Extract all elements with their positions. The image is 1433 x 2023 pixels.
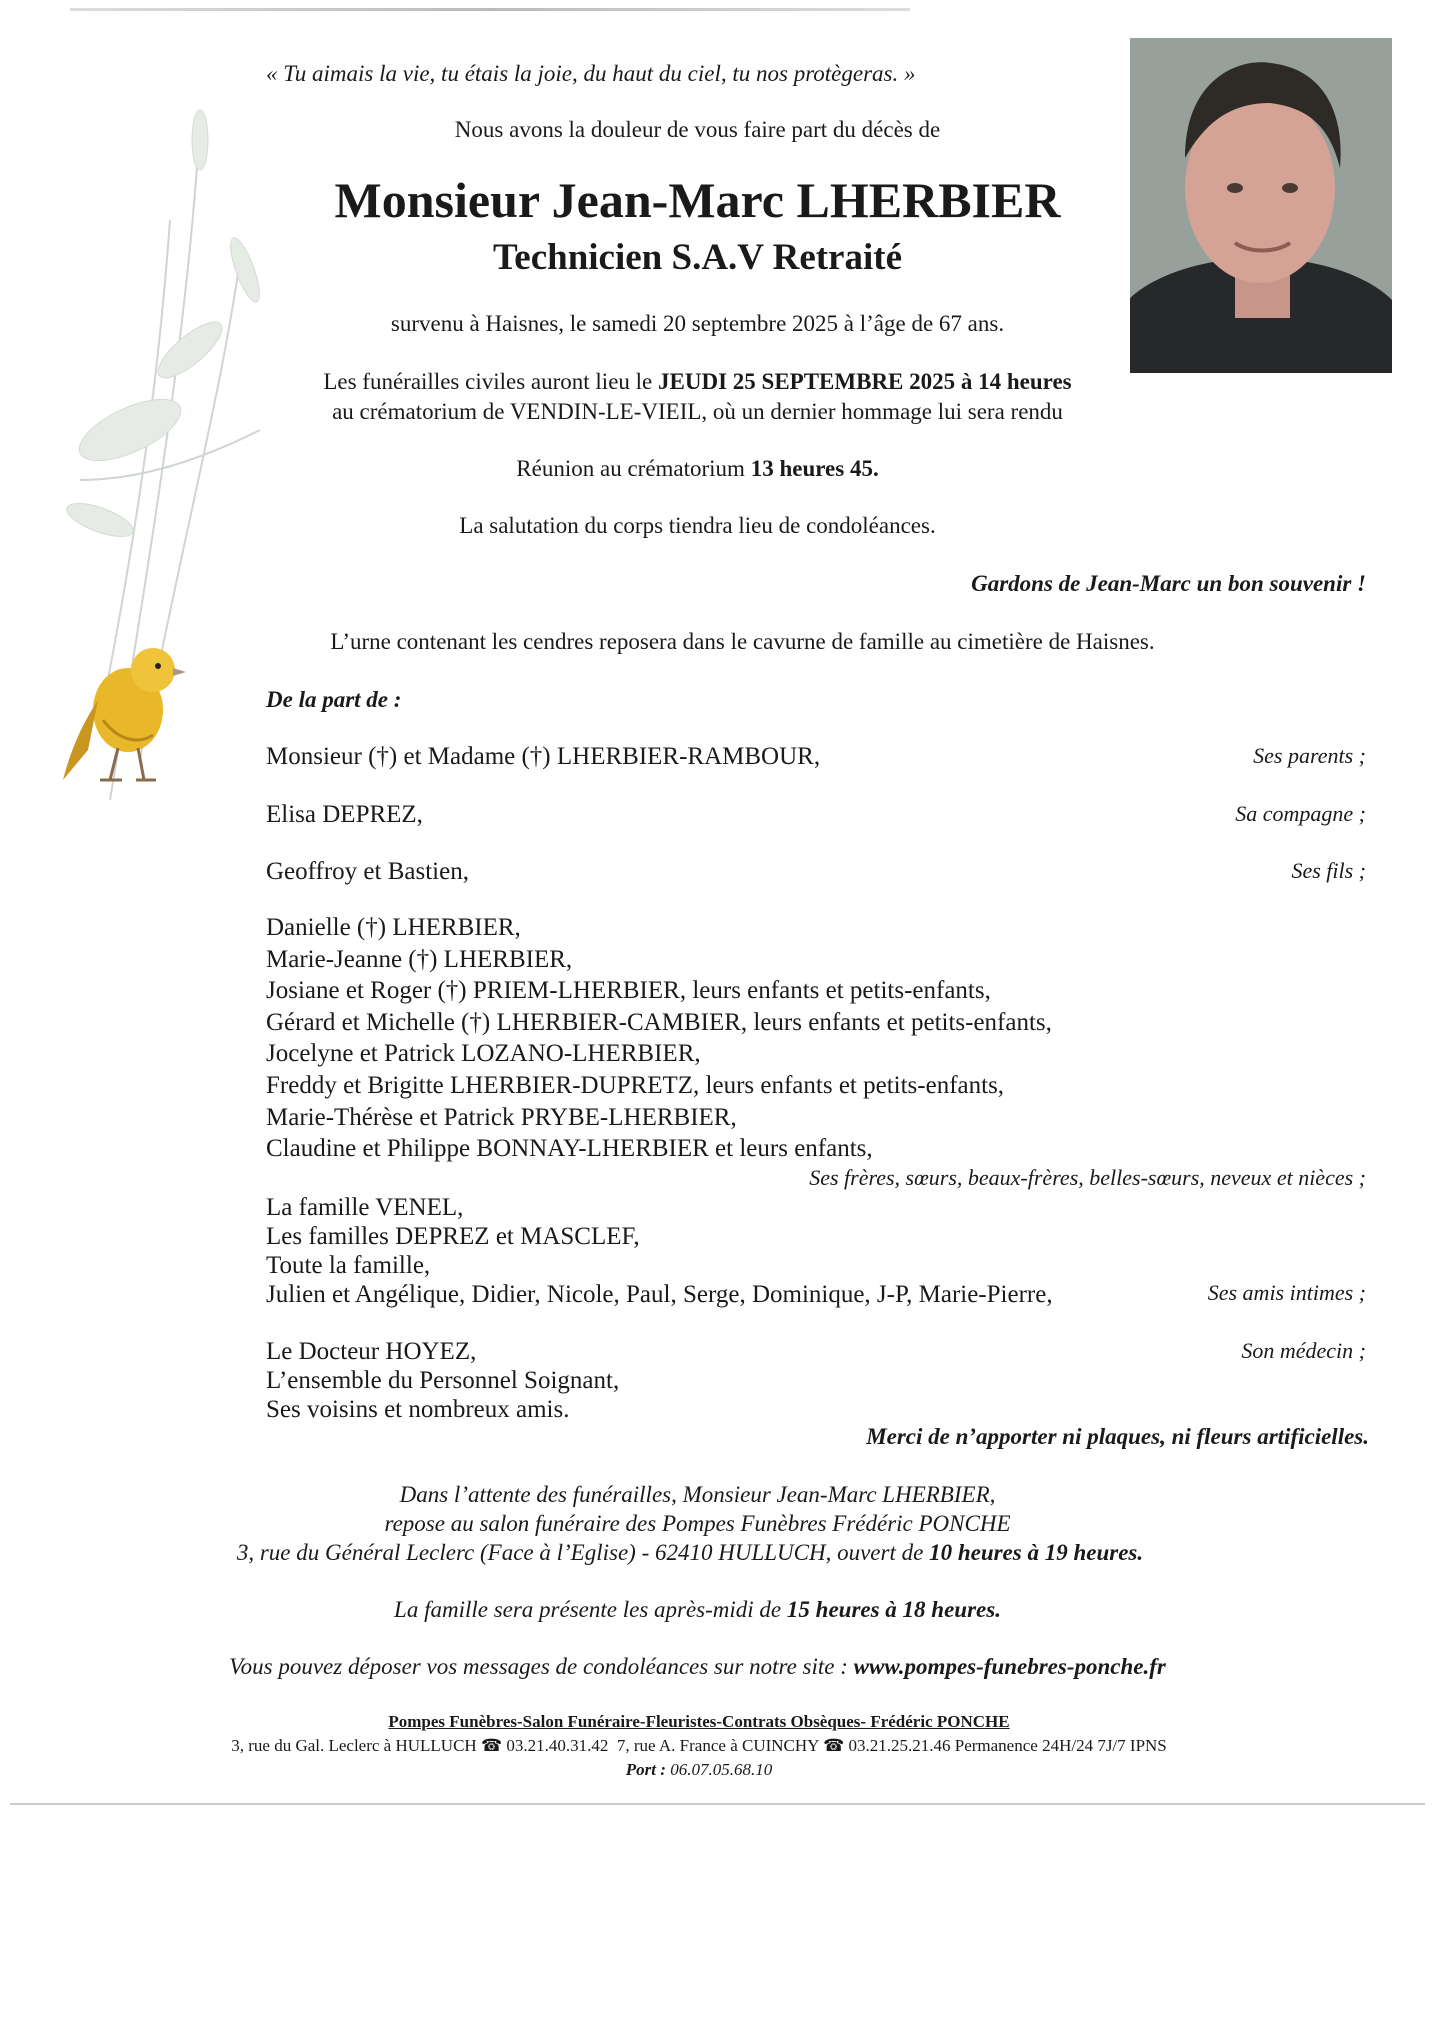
list-item: Claudine et Philippe BONNAY-LHERBIER et leurs enfants,	[266, 1135, 873, 1163]
souvenir-text: Gardons de Jean-Marc un bon souvenir !	[971, 571, 1366, 596]
death-info: survenu à Haisnes, le samedi 20 septembre 2025 à l’âge de 67 ans.	[390, 311, 1005, 336]
funeral-date: JEUDI 25 SEPTEMBRE 2025 à 14 heures	[658, 369, 1072, 394]
list-item: Marie-Jeanne (†) LHERBIER,	[266, 945, 573, 973]
salutation-text: La salutation du corps tiendra lieu de condoléances.	[459, 513, 936, 538]
footer-phone-1: 03.21.40.31.42	[506, 1736, 609, 1755]
family-companion: Elisa DEPREZ,	[266, 801, 423, 828]
funeral-line-1	[0, 368, 1395, 396]
list-item: Marie-Thérèse et Patrick PRYBE-LHERBIER,	[266, 1103, 737, 1131]
relation-friends: Ses amis intimes ;	[1207, 1280, 1366, 1305]
top-rule	[70, 8, 910, 11]
salon-address: 3, rue du Général Leclerc (Face à l’Eglise) - 62410 HULLUCH, ouvert de	[236, 1540, 930, 1565]
footer-permanence: Permanence 24H/24 7J/7 IPNS	[954, 1736, 1167, 1755]
list-item: L’ensemble du Personnel Soignant,	[266, 1367, 620, 1394]
list-item: Josiane et Roger (†) PRIEM-LHERBIER, leurs enfants et petits-enfants,	[266, 977, 991, 1005]
reunion-time: 13 heures 45.	[750, 456, 879, 481]
list-item: Danielle (†) LHERBIER,	[266, 914, 521, 941]
list-item: Jocelyne et Patrick LOZANO-LHERBIER,	[266, 1040, 701, 1068]
list-item: Ses voisins et nombreux amis.	[266, 1396, 570, 1423]
family-presence-hours: 15 heures à 18 heures.	[786, 1597, 1001, 1622]
family-sons: Geoffroy et Bastien,	[266, 858, 469, 885]
list-item: Julien et Angélique, Didier, Nicole, Paul, Serge, Dominique, J-P, Marie-Pierre,	[266, 1281, 1053, 1308]
relation-companion: Sa compagne ;	[1235, 801, 1366, 826]
condolences-web	[0, 1653, 1395, 1681]
relation-doctor: Son médecin ;	[1241, 1338, 1366, 1363]
family-doctor: Le Docteur HOYEZ,	[266, 1338, 477, 1365]
deceased-name: Monsieur Jean-Marc LHERBIER	[334, 172, 1061, 228]
funeral-line-1-prefix: Les funérailles civiles auront lieu le	[323, 369, 659, 394]
list-item: Freddy et Brigitte LHERBIER-DUPRETZ, leurs enfants et petits-enfants,	[266, 1071, 1005, 1099]
port-label: Port :	[625, 1760, 666, 1779]
deceased-title: Technicien S.A.V Retraité	[492, 237, 903, 278]
list-item: Les familles DEPREZ et MASCLEF,	[266, 1223, 640, 1250]
phone-icon: ☎	[823, 1736, 845, 1755]
family-presence-prefix: La famille sera présente les après-midi de	[394, 1597, 787, 1622]
relation-parents: Ses parents ;	[1253, 743, 1366, 768]
relation-siblings: Ses frères, sœurs, beaux-frères, belles-sœurs, neveux et nièces ;	[809, 1165, 1366, 1190]
phone-icon: ☎	[480, 1736, 503, 1755]
funeral-line-2: au crématorium de VENDIN-LE-VIEIL, où un dernier hommage lui sera rendu	[332, 399, 1063, 424]
intro-text: Nous avons la douleur de vous faire part du décès de	[454, 117, 941, 142]
quote: « Tu aimais la vie, tu étais la joie, du haut du ciel, tu nos protègeras. »	[266, 61, 916, 86]
list-item: La famille VENEL,	[266, 1194, 464, 1221]
salon-hours: 10 heures à 19 heures.	[929, 1540, 1144, 1565]
list-item: Gérard et Michelle (†) LHERBIER-CAMBIER, leurs enfants et petits-enfants,	[266, 1008, 1052, 1036]
port-number: 06.07.05.68.10	[670, 1760, 773, 1779]
siblings-list	[266, 912, 1052, 1165]
list-item: Toute la famille,	[266, 1252, 431, 1279]
footer-address-2: 7, rue A. France à CUINCHY	[616, 1736, 819, 1755]
no-flowers-notice: Merci de n’apporter ni plaques, ni fleurs artificielles.	[866, 1424, 1369, 1449]
others-list	[266, 1366, 619, 1424]
website-link[interactable]: www.pompes-funebres-ponche.fr	[853, 1654, 1166, 1679]
family-presence	[0, 1596, 1395, 1624]
de-la-part-heading: De la part de :	[266, 687, 402, 712]
urne-text: L’urne contenant les cendres reposera dans le cavurne de famille au cimetière de Haisnes.	[330, 629, 1155, 654]
salon-line-2: repose au salon funéraire des Pompes Funèbres Frédéric PONCHE	[384, 1511, 1011, 1536]
bottom-rule	[10, 1803, 1425, 1805]
reunion-text	[0, 455, 1395, 483]
footer-phone-2: 03.21.25.21.46	[848, 1736, 951, 1755]
reunion-prefix: Réunion au crématorium	[516, 456, 751, 481]
relation-sons: Ses fils ;	[1291, 858, 1366, 883]
salon-line-1: Dans l’attente des funérailles, Monsieur Jean-Marc LHERBIER,	[399, 1482, 996, 1507]
family-parents: Monsieur (†) et Madame (†) LHERBIER-RAMBOUR,	[266, 743, 821, 770]
footer-contacts	[0, 1736, 1398, 1756]
footer-port	[0, 1760, 1398, 1780]
condolences-prefix: Vous pouvez déposer vos messages de condoléances sur notre site :	[229, 1654, 854, 1679]
footer-address-1: 3, rue du Gal. Leclerc à HULLUCH	[231, 1736, 477, 1755]
footer-company: Pompes Funèbres-Salon Funéraire-Fleuristes-Contrats Obsèques- Frédéric PONCHE	[388, 1712, 1010, 1731]
salon-line-3	[0, 1539, 1380, 1567]
